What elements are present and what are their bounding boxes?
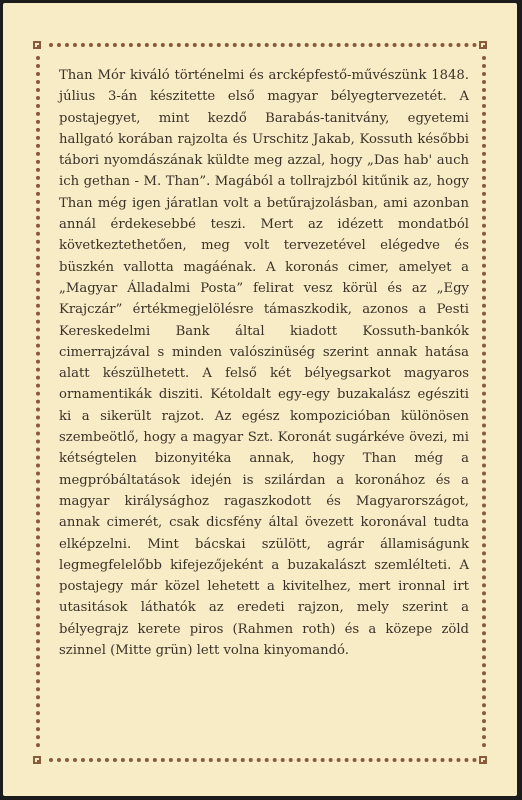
body-paragraph: Than Mór kiváló történelmi és arcképfestő-művészünk 1848. július 3-án készitette első magyar bélyegtervezetét. A postajegyet, mint kezdő Barabás-tanitvány, egyetemi hallgató korában rajzolta és Urschitz Jakab, Kossuth későbbi tábori nyomdászának küldte meg azzal, hogy „Das hab' auch ich gethan - M. Than”. Magából a tollrajzból kitűnik az, hogy Than még igen járatlan volt a betűrajzolásban, ami azonban annál érdekesebbé teszi. Mert az idézett mondatból következtethetően, meg volt tervezetével elégedve és büszkén vallotta magáénak. A koronás cimer, amelyet a „Magyar Álladalmi Posta” felirat vesz körül és az „Egy Krajczár” értékmegjelölésre támaszkodik, azonos a Pesti Kereskedelmi Bank által kiadott Kossuth-bankók cimerrajzával s minden valószinüség szerint annak hatása alatt készülhetett. A felső két bélyegsarkot magyaros ornamentikák disziti. Kétoldalt egy-egy buzakalász egésziti ki a sikerült rajzot. Az egész kompozicióban különösen szembeötlő, hogy a magyar Szt. Koronát sugárkéve övezi, mi kétségtelen bizonyitéka annak, hogy Than még a megpróbáltatások idején is szilárdan a koronához és a magyar királysághoz ragaszkodott és Magyarországot, annak cimerét, csak dicsfény által övezett koronával tudta elképzelni. Mint bácskai szülött, agrár államiságunk legmegfelelőbb kifejezőjeként a buzakalászt szemlélteti. A postajegy már közel lehetett a kivitelhez, mert ironnal irt utasitások láthatók az eredeti rajzon, mely szerint a bélyegrajz kerete piros (Rahmen roth) és a közepe zöld szinnel (Mitte grün) lett volna kinyomandó. xyxy=(59,68,469,659)
document-body xyxy=(59,65,469,661)
document-card xyxy=(3,3,517,796)
frame-right-border xyxy=(482,56,486,748)
corner-ornament-bottom-right xyxy=(479,756,487,764)
corner-ornament-top-left xyxy=(33,41,41,49)
corner-ornament-bottom-left xyxy=(33,756,41,764)
corner-ornament-top-right xyxy=(479,41,487,49)
frame-top-border xyxy=(49,43,477,47)
frame-bottom-border xyxy=(49,758,477,762)
frame-left-border xyxy=(36,56,40,748)
